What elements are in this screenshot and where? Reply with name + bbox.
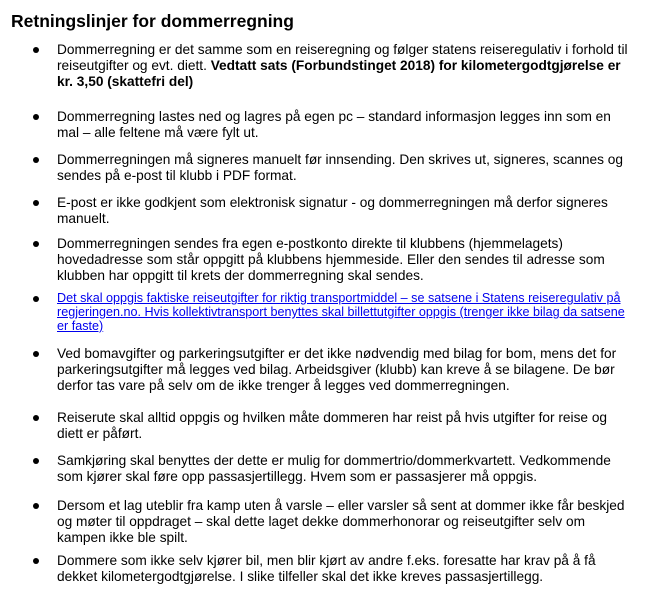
list-item-text: Dommerregningen må signeres manuelt før innsending. Den skrives ut, signeres, scannes og sendes på e-post til klubb i PDF format. [57, 152, 624, 183]
list-item-text: E-post er ikke godkjent som elektronisk signatur - og dommerregningen må derfor signeres manuelt. [57, 195, 608, 226]
bullet-icon [33, 157, 39, 163]
list-item-text: Reiserute skal alltid oppgis og hvilken måte dommeren har reist på hvis utgifter for reise og diett er påført. [57, 410, 608, 441]
list-item-text: Samkjøring skal benyttes der dette er mulig for dommertrio/dommerkvartett. Vedkommende som kjører skal føre opp passasjertillegg. Hvem som er passasjerer må oppgis. [57, 453, 611, 484]
list-item-text: Dersom et lag uteblir fra kamp uten å varsle – eller varsler så sent at dommer ikke får beskjed og møter til oppdraget – skal dette laget dekke dommerhonorar og reiseutgifter selv om kampen ikke ble spilt. [57, 498, 625, 545]
list-item-text: Dommerregning lastes ned og lagres på egen pc – standard informasjon legges inn som en mal – alle feltene må være fylt ut. [57, 109, 611, 140]
bullet-icon [33, 200, 39, 206]
list-item-text [57, 291, 637, 333]
bullet-icon [33, 296, 39, 302]
list-item-text: Ved bomavgifter og parkeringsutgifter er det ikke nødvendig med bilag for bom, mens det for parkeringsutgifter må legges ved bilag. Arbeidsgiver (klubb) kan kreve å se bilagene. De bør derfor tas vare på selv om de ikke trenger å legges ved dommerregningen. [57, 346, 617, 393]
reiseregulativ-link[interactable]: Det skal oppgis faktiske reiseutgifter for riktig transportmiddel – se satsene i Statens reiseregulativ på regjeringen.no. Hvis kollektivtransport benyttes skal billettutgifter oppgis (trenger ikke bilag da satsene er faste) [57, 291, 625, 333]
list-item-text: Dommerregningen sendes fra egen e-postkonto direkte til klubbens (hjemmelagets) hovedadresse som står oppgitt på klubbens hjemmeside. Eller den sendes til adresse som klubben har oppgitt til krets der dommerregning skal sendes. [57, 236, 605, 283]
bullet-icon [33, 458, 39, 464]
list-item-text-normal: Dommerregning er det samme som en reiseregning og følger statens reiseregulativ i forhold til reiseutgifter og evt. diett. [57, 42, 628, 73]
bullet-icon [33, 415, 39, 421]
bullet-icon [33, 114, 39, 120]
bullet-icon [33, 503, 39, 509]
bullet-icon [33, 47, 39, 53]
bullet-icon [33, 351, 39, 357]
page-title: Retningslinjer for dommerregning [11, 11, 294, 31]
list-item-text [57, 42, 635, 90]
list-item-text: Dommere som ikke selv kjører bil, men blir kjørt av andre f.eks. foresatte har krav på å få dekket kilometergodtgjørelse. I slike tilfeller skal det ikke kreves passasjertillegg. [57, 553, 596, 584]
bullet-icon [33, 558, 39, 564]
list-item-text-bold: Vedtatt sats (Forbundstinget 2018) for kilometergodtgjørelse er kr. 3,50 (skattefri del) [57, 58, 621, 89]
bullet-icon [33, 241, 39, 247]
